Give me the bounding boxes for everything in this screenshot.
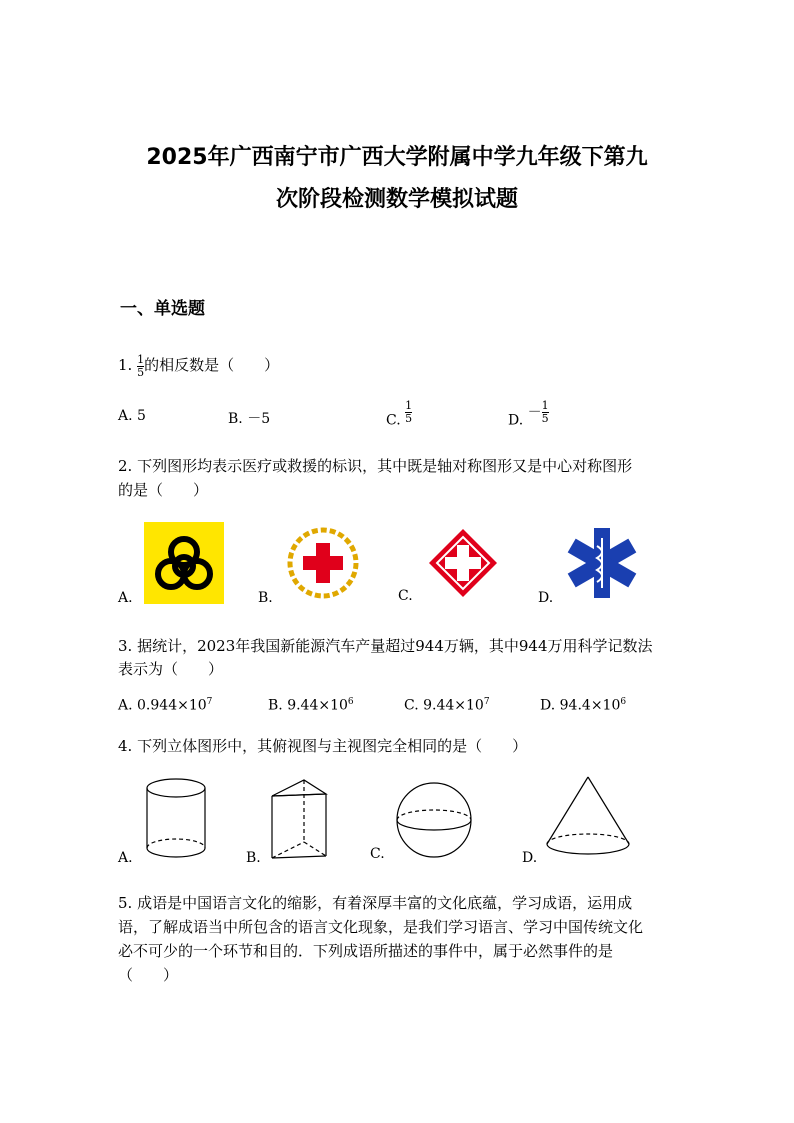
biohazard-symbol-icon	[144, 522, 224, 604]
section-heading: 一、单选题	[120, 299, 205, 319]
q4-option-a-label[interactable]: A.	[118, 850, 133, 866]
q2-option-b-label[interactable]: B.	[258, 590, 273, 606]
q3-option-b[interactable]	[268, 697, 354, 714]
triangular-prism-figure	[268, 776, 332, 862]
question-number: 1.	[118, 356, 133, 374]
option-exponent: 7	[206, 697, 213, 707]
q2-option-c-label[interactable]: C.	[398, 588, 413, 604]
cone-figure	[544, 774, 632, 864]
red-cross-wreath-icon	[285, 525, 361, 601]
q4-option-d-label[interactable]: D.	[522, 850, 538, 866]
q3-option-d[interactable]	[540, 697, 626, 714]
red-diamond-cross-icon	[427, 527, 499, 599]
option-base: 9.44×10	[287, 697, 348, 714]
q2-option-d-label[interactable]: D.	[538, 590, 554, 606]
option-text: 5	[137, 408, 146, 424]
fraction	[405, 400, 412, 425]
option-label: A.	[118, 408, 133, 424]
fraction-denominator: 5	[405, 412, 413, 425]
fraction-numerator: 1	[405, 399, 413, 412]
fraction	[542, 400, 549, 425]
question-5-line4: （ ）	[118, 966, 179, 984]
question-5-line2: 语，了解成语当中所包含的语言文化现象，是我们学习语言、学习中国传统文化	[118, 918, 644, 936]
option-exponent: 7	[483, 697, 490, 707]
q1-option-d[interactable]	[508, 400, 549, 429]
option-text: －5	[247, 411, 271, 427]
question-4-line1: 4. 下列立体图形中，其俯视图与主视图完全相同的是（ ）	[118, 737, 528, 755]
q4-option-b-label[interactable]: B.	[246, 850, 261, 866]
option-label: A.	[118, 697, 133, 714]
question-text: 的相反数是（ ）	[144, 356, 280, 374]
q4-option-c-label[interactable]: C.	[370, 846, 385, 862]
option-label: C.	[386, 412, 401, 429]
question-2-line1: 2. 下列图形均表示医疗或救援的标识，其中既是轴对称图形又是中心对称图形	[118, 457, 633, 475]
question-1	[118, 352, 678, 379]
option-base: 9.44×10	[423, 697, 484, 714]
page-title-line1: 2025年广西南宁市广西大学附属中学九年级下第九	[146, 145, 648, 170]
cylinder-figure	[144, 776, 208, 862]
option-label: D.	[540, 697, 556, 714]
minus-sign: －	[527, 404, 542, 421]
option-label: D.	[508, 412, 524, 429]
sphere-figure	[394, 780, 474, 860]
option-exponent: 6	[620, 697, 627, 707]
option-exponent: 6	[347, 697, 354, 707]
question-5-line1: 5. 成语是中国语言文化的缩影，有着深厚丰富的文化底蕴，学习成语，运用成	[118, 894, 633, 912]
q1-option-a[interactable]	[118, 408, 146, 424]
fraction-numerator: 1	[137, 352, 145, 366]
q1-option-b[interactable]	[228, 408, 270, 428]
option-label: C.	[404, 697, 419, 714]
fraction-denominator: 5	[137, 365, 145, 379]
q2-option-a-label[interactable]: A.	[118, 590, 133, 606]
page-title-line2: 次阶段检测数学模拟试题	[275, 187, 518, 212]
option-label: B.	[268, 697, 283, 714]
q1-option-c[interactable]	[386, 400, 412, 429]
fraction-denominator: 5	[541, 412, 549, 425]
q3-option-a[interactable]	[118, 697, 212, 714]
fraction-numerator: 1	[541, 399, 549, 412]
option-label: B.	[228, 411, 243, 427]
question-3-line1: 3. 据统计，2023年我国新能源汽车产量超过944万辆，其中944万用科学记数法	[118, 637, 653, 655]
star-of-life-icon	[566, 526, 638, 600]
q3-option-c[interactable]	[404, 697, 490, 714]
question-5-line3: 必不可少的一个环节和目的．下列成语所描述的事件中，属于必然事件的是	[118, 942, 614, 960]
option-base: 0.944×10	[137, 697, 207, 714]
option-base: 94.4×10	[559, 697, 621, 714]
question-3-line2: 表示为（ ）	[118, 660, 224, 678]
question-2-line2: 的是（ ）	[118, 481, 209, 499]
